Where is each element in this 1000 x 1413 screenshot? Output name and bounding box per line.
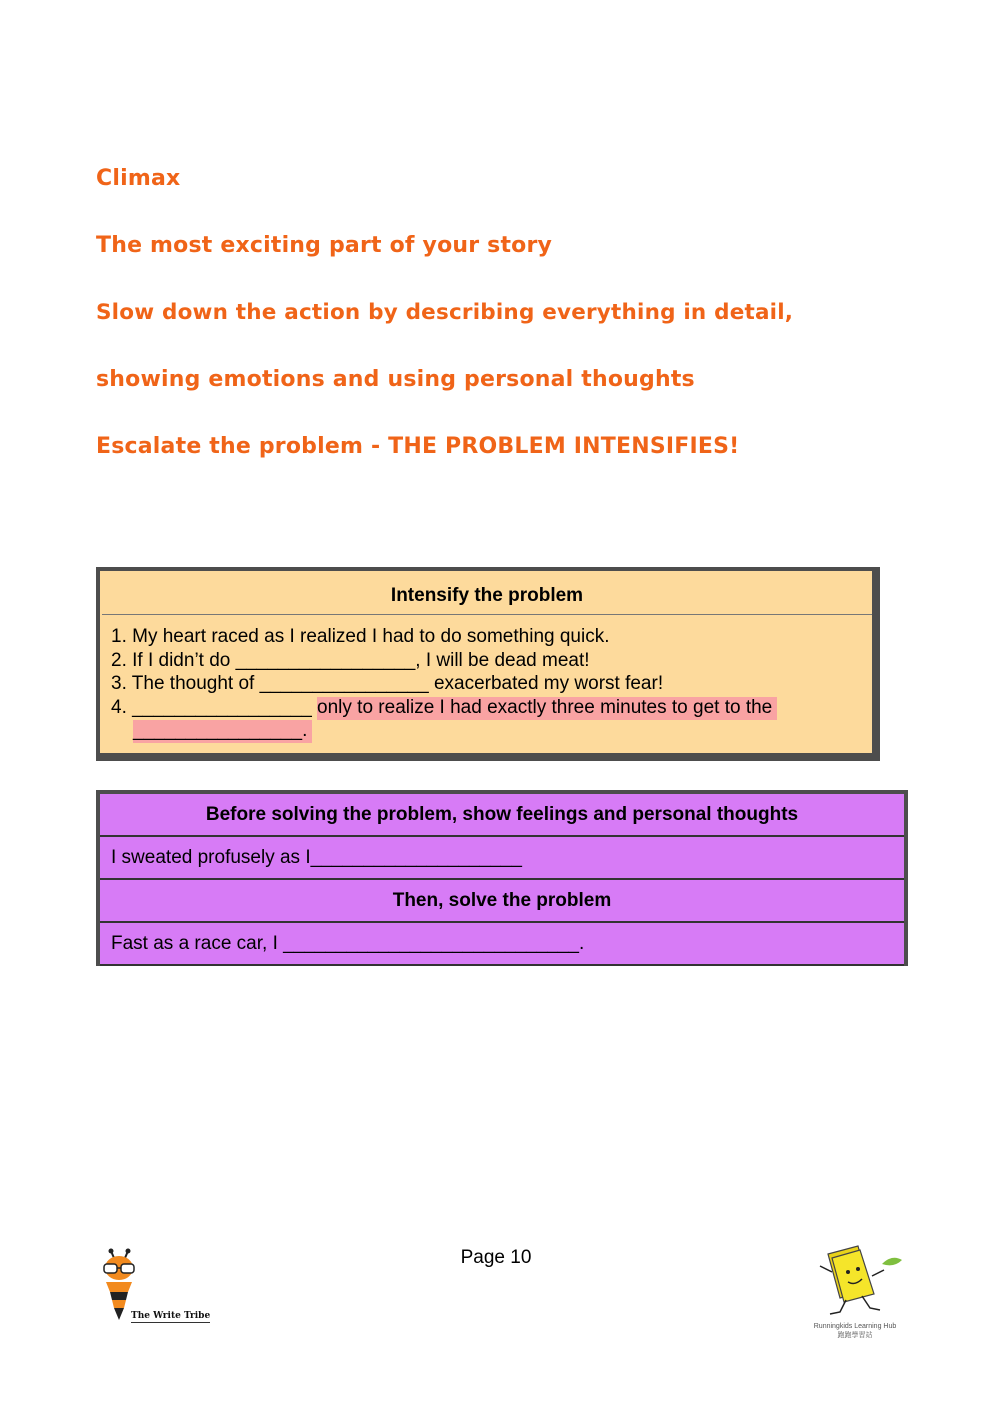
intensify-line-5 [111,719,872,743]
running-book-logo-icon [810,1242,905,1320]
intensify-line-1: 1. My heart raced as I realized I had to do something quick. [111,626,610,647]
bee-logo-caption: The Write Tribe [131,1311,211,1321]
intensify-line-2: 2. If I didn’t do _________________, I will be dead meat! [111,649,590,671]
page-number: Page 10 [460,1247,532,1268]
book-logo-caption-cn: 跑跑學習站 [837,1332,873,1339]
feelings-header: Before solving the problem, show feelings and personal thoughts [100,794,904,837]
intensify-line-4-prefix: 4. _________________ [111,696,318,718]
heading-climax: Climax [96,166,181,191]
intensify-line-4-highlight: only to realize I had exactly three minutes to get to the [317,697,777,720]
heading-most-exciting: The most exciting part of your story [96,233,553,258]
heading-showing-emotions: showing emotions and using personal thoughts [96,367,695,392]
intensify-box [96,567,880,761]
intensify-line-4 [111,696,872,720]
solve-row: Fast as a race car, I ____________________________. [100,923,904,966]
heading-slow-down: Slow down the action by describing everything in detail, [96,300,794,325]
feelings-row: I sweated profusely as I____________________ [100,837,904,880]
heading-escalate: Escalate the problem - THE PROBLEM INTENSIFIES! [96,434,740,459]
book-logo-caption [800,1322,910,1340]
book-logo-caption-en: Runningkids Learning Hub [813,1323,897,1330]
intensify-line-5-highlight: ________________. [133,720,312,743]
intensify-title: Intensify the problem [102,571,872,615]
solve-header: Then, solve the problem [100,880,904,923]
intensify-list [100,615,872,743]
feelings-table [96,790,908,966]
intensify-line-3: 3. The thought of ________________ exacerbated my worst fear! [111,673,664,694]
